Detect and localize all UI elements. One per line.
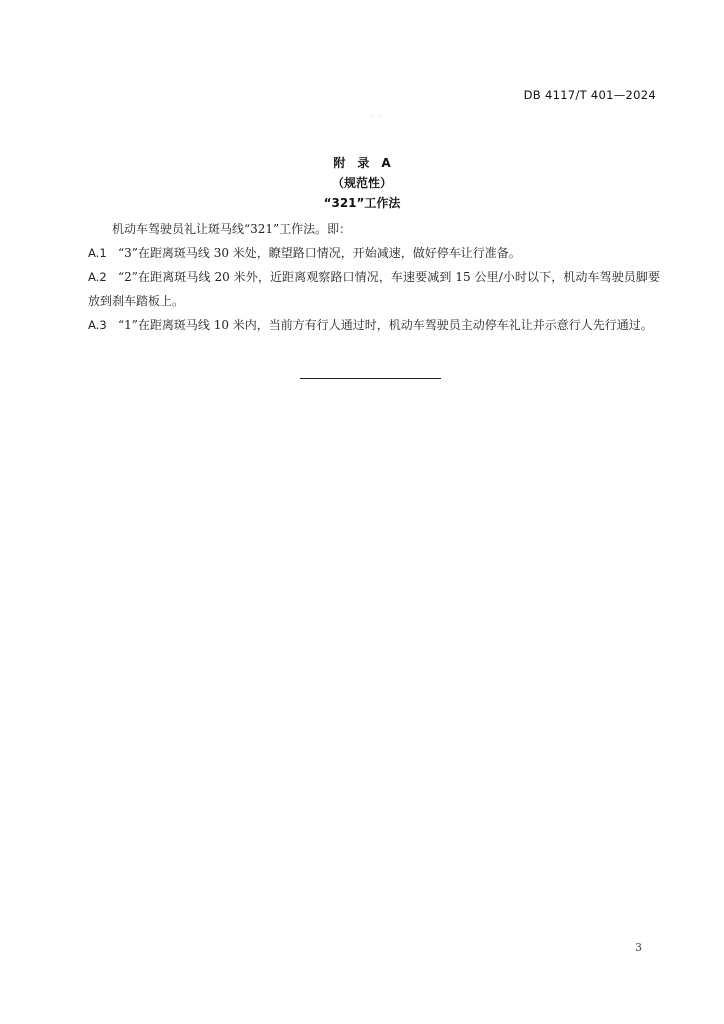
clause-a3 xyxy=(88,313,660,337)
annex-name: “321”工作法 xyxy=(323,196,401,210)
clause-number: A.2 xyxy=(88,270,107,284)
header-dots: · · xyxy=(370,112,384,121)
annex-type: （规范性） xyxy=(331,176,392,190)
intro-paragraph: 机动车驾驶员礼让斑马线“321”工作法。即： xyxy=(112,222,352,236)
clause-text: “2”在距离斑马线 20 米外，近距离观察路口情况，车速要减到 15 公里/小时以下，机动车驾驶员脚要放到刹车踏板上。 xyxy=(88,270,660,308)
clause-a1 xyxy=(88,241,660,265)
end-of-annex-rule xyxy=(300,378,441,379)
clause-text: “1”在距离斑马线 10 米内，当前方有行人通过时，机动车驾驶员主动停车礼让并示意行人先行通过。 xyxy=(118,318,653,332)
standard-code: DB 4117/T 401—2024 xyxy=(523,88,656,102)
clause-text: “3”在距离斑马线 30 米处，瞭望路口情况，开始减速，做好停车让行准备。 xyxy=(118,246,521,260)
annex-body xyxy=(88,217,660,337)
clause-a2 xyxy=(88,265,660,313)
clause-number: A.3 xyxy=(88,318,107,332)
annex-heading xyxy=(0,153,724,213)
annex-title: 附 录 A xyxy=(333,156,391,170)
page-number: 3 xyxy=(635,941,642,954)
clause-number: A.1 xyxy=(88,246,107,260)
